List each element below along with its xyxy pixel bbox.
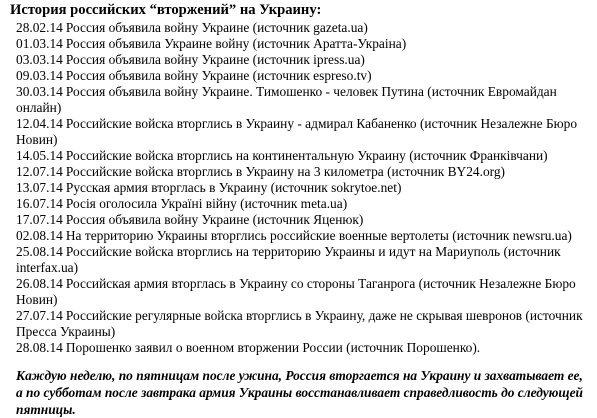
list-item: [10, 276, 589, 308]
list-item: [10, 68, 589, 84]
list-item: [10, 52, 589, 68]
entry-date: 25.08.14: [16, 244, 63, 259]
entry-text: Российские войска вторглись на континентальную Украину (источник Франківчани): [65, 148, 548, 163]
entry-text: Россия объявила войну Украине (источник Яценюк): [65, 212, 364, 227]
entry-date: 28.02.14: [16, 20, 63, 35]
list-item: [10, 340, 589, 356]
list-item: [10, 244, 589, 276]
entry-text: Российские войска вторглись на территорию Украины и идут на Мариуполь (источник interfax.ua): [16, 244, 561, 275]
document-title: История российских “вторжений” на Украину:: [10, 2, 322, 18]
entry-text: Российские войска вторглись в Украину - адмирал Кабаненко (источник Незалежне Бюро Новин): [16, 116, 578, 147]
entry-date: 30.03.14: [16, 84, 63, 99]
entry-text: Русская армия вторглась в Украину (источник sokrytoe.net): [65, 180, 402, 195]
list-item: [10, 228, 589, 244]
entry-date: 13.07.14: [16, 180, 63, 195]
entry-date: 14.05.14: [16, 148, 63, 163]
list-item: [10, 308, 589, 340]
entry-text: Россия объявила Украине войну (источник Аратта-Украiна): [65, 36, 407, 51]
list-item: [10, 180, 589, 196]
entry-date: 12.04.14: [16, 116, 63, 131]
entry-text: Россия объявила войну Украине (источник espreso.tv): [65, 68, 372, 83]
entry-date: 01.03.14: [16, 36, 63, 51]
entry-text: Россия объявила войну Украине (источник ipress.ua): [65, 52, 365, 67]
list-item: [10, 36, 589, 52]
entry-text: Российская армия вторглась в Украину со стороны Таганрога (источник Незалежне Бюро Новин): [16, 276, 576, 307]
entry-text: Росія оголосила Україні війну (источник meta.ua): [65, 196, 348, 211]
list-item: [10, 212, 589, 228]
list-item: [10, 84, 589, 116]
entry-date: 02.08.14: [16, 228, 63, 243]
list-item: [10, 196, 589, 212]
list-item: [10, 116, 589, 148]
entry-text: Россия объявила войну Украине. Тимошенко - человек Путина (источник Евромайдан онлайн): [16, 84, 557, 115]
list-item: [10, 164, 589, 180]
entry-text: Россия объявила войну Украине (источник gazeta.ua): [65, 20, 368, 35]
footer-note: Каждую неделю, по пятницам после ужина, Россия вторгается на Украину и захватывает ее, а по субботам после завтрака армия Украины восстанавливает справедливость до следующей пятницы.: [16, 368, 583, 417]
entry-list: [10, 20, 589, 356]
entry-date: 28.08.14: [16, 340, 63, 355]
entry-text: Российские войска вторглись в Украину на 3 километра (источник BY24.org): [65, 164, 506, 179]
entry-date: 03.03.14: [16, 52, 63, 67]
entry-date: 09.03.14: [16, 68, 63, 83]
entry-text: Российские регулярные войска вторглись в Украину, даже не скрывая шевронов (источник Пресса Украины): [16, 308, 583, 339]
entry-text: Порошенко заявил о военном вторжении России (источник Порошенко).: [65, 340, 481, 355]
entry-date: 27.07.14: [16, 308, 63, 323]
entry-date: 17.07.14: [16, 212, 63, 227]
entry-text: На территорию Украины вторглись российские военные вертолеты (источник newsru.ua): [65, 228, 572, 243]
entry-date: 12.07.14: [16, 164, 63, 179]
list-item: [10, 20, 589, 36]
entry-date: 16.07.14: [16, 196, 63, 211]
entry-date: 26.08.14: [16, 276, 63, 291]
list-item: [10, 148, 589, 164]
